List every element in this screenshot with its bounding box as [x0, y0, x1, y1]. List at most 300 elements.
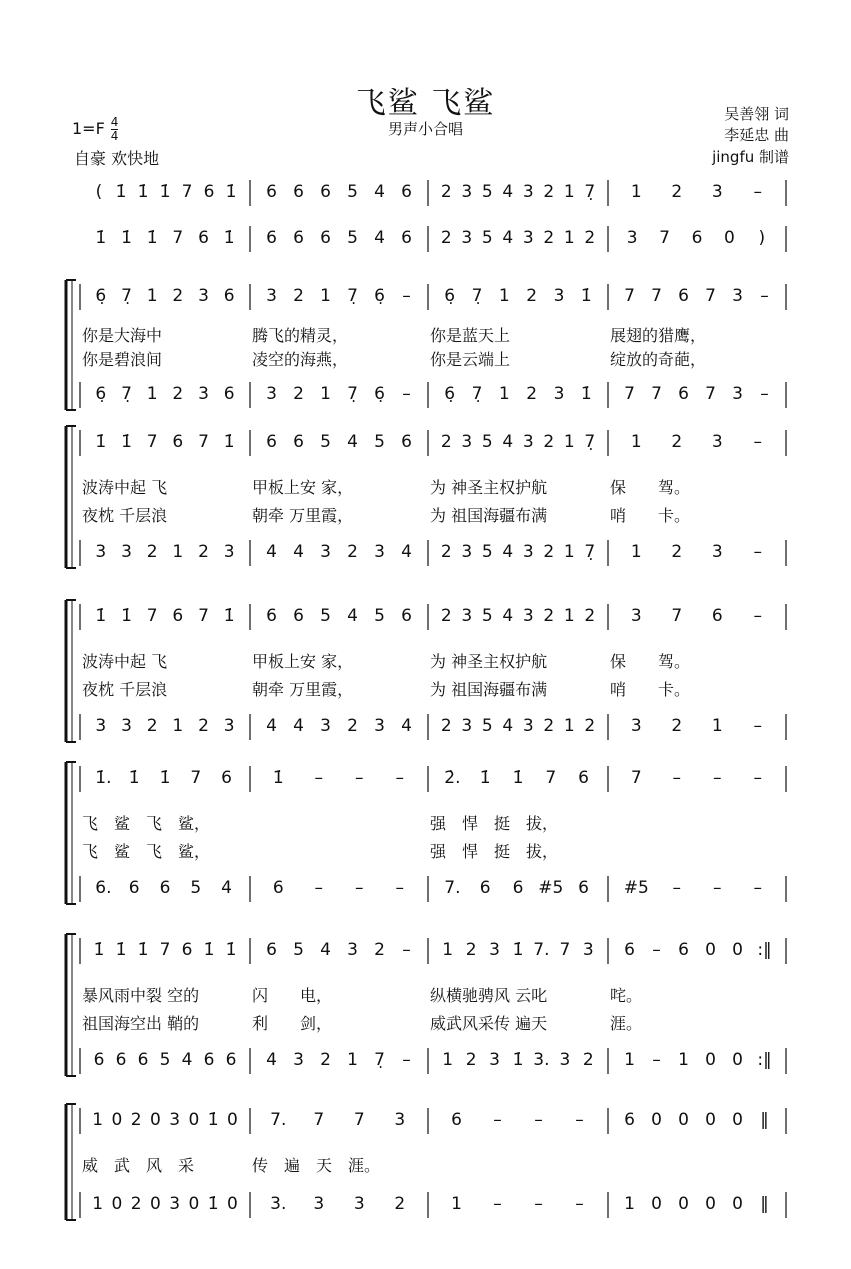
note: 6̣ [374, 384, 385, 404]
note: – [493, 1194, 502, 1214]
note: 3 [169, 1194, 181, 1214]
note: 6 [115, 1050, 127, 1070]
note: 7 [624, 384, 635, 404]
note: 6 [93, 1050, 105, 1070]
note: 2 [198, 542, 209, 562]
lyric-line: 为 神圣主权护航 [430, 478, 548, 497]
note: – [314, 768, 323, 788]
composer-credit: 李延忠 曲 [724, 126, 789, 144]
note: 2 [440, 542, 452, 562]
note: 3 [95, 716, 107, 736]
note: 5 [481, 228, 493, 248]
note: 4 [266, 1050, 277, 1070]
note: 1 [498, 384, 510, 404]
lyric-line: 朝牵 万里霞， [252, 506, 354, 525]
note: :‖ [757, 940, 772, 960]
note: 6 [293, 432, 304, 452]
note: – [314, 878, 323, 898]
note: 1 [630, 432, 642, 452]
note: 6 [203, 1050, 215, 1070]
note: 7 [651, 384, 662, 404]
lyric-line: 传 遍 天 涯。 [252, 1156, 381, 1175]
note: 6 [479, 878, 491, 898]
note: 3 [489, 1050, 500, 1070]
note: 6 [624, 1110, 635, 1130]
note: 3 [461, 228, 473, 248]
note: – [402, 940, 411, 960]
note: 0 [723, 228, 735, 248]
note: 2 [146, 542, 158, 562]
note: 1̇ [159, 182, 171, 202]
note: 3 [347, 940, 358, 960]
note: – [672, 768, 681, 788]
note: 0 [705, 1050, 716, 1070]
note: 2 [130, 1194, 142, 1214]
note: 2 [526, 286, 538, 306]
note: 2̇. [444, 768, 461, 788]
note: 6 [578, 768, 589, 788]
note: 6̣ [374, 286, 385, 306]
note: 6 [320, 228, 331, 248]
note: #5 [538, 878, 564, 898]
subtitle: 男声小合唱 [387, 120, 463, 138]
note: 6 [266, 228, 277, 248]
note: 2 [543, 228, 555, 248]
meter-top: 4 [110, 115, 119, 129]
note: – [395, 768, 404, 788]
lyric-line: 闪 电， [252, 986, 333, 1005]
note: 3 [223, 716, 235, 736]
lyric-line: 强 悍 挺 拔， [430, 842, 559, 861]
note: 5 [374, 432, 385, 452]
note: 7 [630, 768, 642, 788]
lyric-line: 涯。 [610, 1014, 643, 1033]
note: 6 [159, 878, 171, 898]
note: – [402, 1050, 411, 1070]
note: 0 [732, 1110, 743, 1130]
note: 3 [198, 384, 209, 404]
note: 1 [563, 432, 575, 452]
note: 6 [401, 228, 412, 248]
note: 6 [266, 182, 277, 202]
tempo-marking: 自豪 欢快地 [74, 149, 160, 168]
lyric-line: 哨 卡。 [610, 506, 691, 525]
note: 6 [272, 878, 284, 898]
note: #5 [623, 878, 649, 898]
meter-bottom: 4 [110, 129, 119, 143]
note: 0 [149, 1110, 161, 1130]
note: 0 [651, 1110, 662, 1130]
lyricist-credit: 吴善翎 词 [724, 105, 789, 123]
note: 1 [172, 542, 184, 562]
note: 1 [320, 286, 331, 306]
note: 2 [347, 542, 358, 562]
note: 1 [624, 1194, 635, 1214]
lyric-line: 你是碧浪间 [82, 350, 163, 369]
note: 6 [172, 606, 184, 626]
note: 1̇ [159, 768, 171, 788]
lyric-line: 哨 卡。 [610, 680, 691, 699]
note: 1 [451, 1194, 462, 1214]
lyric-line: 为 祖国海疆布满 [430, 506, 548, 525]
note: 6 [266, 940, 277, 960]
note: 4 [502, 432, 514, 452]
note: 4 [374, 182, 385, 202]
note: 3 [198, 286, 209, 306]
note: 0 [149, 1194, 161, 1214]
note: 3 [461, 182, 473, 202]
note: 5 [347, 228, 358, 248]
note: 3 [711, 542, 723, 562]
note: 2 [584, 606, 596, 626]
note: 1 [711, 716, 723, 736]
note: 4 [401, 542, 412, 562]
note: 6 [320, 182, 331, 202]
note: 6 [678, 940, 689, 960]
note: 2 [584, 228, 596, 248]
note: – [493, 1110, 502, 1130]
note: 6 [624, 940, 635, 960]
note: 3 [313, 1194, 325, 1214]
note: 4 [347, 432, 358, 452]
note: 1 [442, 1050, 454, 1070]
note: 1̇ [121, 228, 132, 248]
note: 1̇ [580, 384, 592, 404]
note: 7. [444, 878, 461, 898]
note: 1 [563, 716, 575, 736]
note: 3 [489, 940, 500, 960]
lyric-line: 你是大海中 [82, 326, 163, 345]
lyric-line: 为 神圣主权护航 [430, 652, 548, 671]
lyric-line: 威 武 风 采 [82, 1156, 195, 1175]
note: 4 [266, 542, 277, 562]
note: – [652, 940, 661, 960]
note: 5 [293, 940, 304, 960]
note: 7 [671, 606, 683, 626]
note: 0 [188, 1110, 200, 1130]
note: 2 [146, 716, 158, 736]
lyric-line: 你是云端上 [430, 350, 511, 369]
note: 2 [465, 1050, 477, 1070]
note: 1 [563, 542, 575, 562]
note: – [355, 878, 364, 898]
lyric-line: 凌空的海燕， [252, 350, 349, 369]
note: 3 [522, 716, 534, 736]
note: 4 [221, 878, 232, 898]
note: 3 [732, 384, 743, 404]
note: 2 [543, 432, 555, 452]
note: 6 [225, 1050, 237, 1070]
note: ‖ [760, 1194, 769, 1214]
note: 7 [353, 1110, 365, 1130]
note: 3 [266, 286, 277, 306]
note: 7̣ [374, 1050, 385, 1070]
note: 1̇ [223, 432, 235, 452]
note: 0 [732, 940, 743, 960]
note: 3 [553, 384, 565, 404]
note: 1̇ [223, 228, 235, 248]
note: 0 [111, 1110, 123, 1130]
note: 3 [121, 542, 132, 562]
note: – [395, 878, 404, 898]
note: 1̇ [115, 182, 127, 202]
note: 6 [293, 228, 304, 248]
note: 1̇ [137, 182, 149, 202]
lyric-line: 飞 鲨 飞 鲨， [82, 814, 211, 833]
lyric-line: 夜枕 千层浪 [82, 680, 168, 699]
note: 3 [223, 542, 235, 562]
note: 1̇ [121, 432, 132, 452]
note: 2 [320, 1050, 331, 1070]
note: 4 [502, 716, 514, 736]
note: 7̣ [584, 542, 596, 562]
lyric-line: 为 祖国海疆布满 [430, 680, 548, 699]
note: 1 [442, 940, 454, 960]
note: 2 [543, 606, 555, 626]
note: 3 [121, 716, 132, 736]
note: 0 [651, 1194, 662, 1214]
note: 7 [172, 228, 184, 248]
note: 6̣ [95, 384, 107, 404]
note: 3 [630, 606, 642, 626]
note: 7 [559, 940, 571, 960]
note: 5 [347, 182, 358, 202]
lyric-line: 腾飞的精灵， [252, 326, 349, 345]
note: – [753, 878, 762, 898]
note: 0 [111, 1194, 123, 1214]
note: 3 [522, 432, 534, 452]
note: 2 [440, 716, 452, 736]
note: 4 [266, 716, 277, 736]
note: 4 [502, 606, 514, 626]
note: 2 [543, 182, 555, 202]
note: 1̇ [512, 768, 524, 788]
note: 4 [401, 716, 412, 736]
note: – [402, 384, 411, 404]
note: 2 [465, 940, 477, 960]
note: 6 [401, 606, 412, 626]
note: 6 [578, 878, 589, 898]
note: 7̣ [347, 286, 358, 306]
note: 0 [705, 1194, 716, 1214]
key-label: 1=F [72, 119, 105, 138]
note: 0 [226, 1110, 238, 1130]
note: 3 [353, 1194, 365, 1214]
note: 7 [659, 228, 670, 248]
note: 2 [293, 384, 304, 404]
note: – [753, 182, 762, 202]
note: 1 [630, 542, 642, 562]
note: 7̣ [121, 286, 132, 306]
lyric-line: 波涛中起 飞 [82, 478, 168, 497]
lyric-line: 飞 鲨 飞 鲨， [82, 842, 211, 861]
note: 3 [293, 1050, 304, 1070]
note: 1̇ [512, 940, 524, 960]
lyric-line: 威武风采传 遍天 [430, 1014, 548, 1033]
note: 1 [624, 1050, 635, 1070]
note: – [672, 878, 681, 898]
note: ) [758, 228, 766, 248]
note: :‖ [757, 1050, 772, 1070]
arranger-credit: jingfu 制谱 [712, 148, 789, 166]
note: 3 [559, 1050, 571, 1070]
note: 3 [320, 716, 331, 736]
note: 2 [671, 432, 683, 452]
note: 2 [543, 542, 555, 562]
note: 1 [92, 1194, 104, 1214]
note: 1̇ [95, 606, 107, 626]
note: 5 [481, 432, 493, 452]
note: 6 [451, 1110, 462, 1130]
note: 1̇ [207, 1194, 219, 1214]
note: 3 [374, 716, 385, 736]
note: 2 [584, 716, 596, 736]
note: 0 [188, 1194, 200, 1214]
note: 6 [198, 228, 209, 248]
note: 6 [266, 432, 277, 452]
note: 7̣ [347, 384, 358, 404]
lyric-line: 夜枕 千层浪 [82, 506, 168, 525]
note: 6̣ [95, 286, 107, 306]
lyric-line: 波涛中起 飞 [82, 652, 168, 671]
note: 7 [705, 384, 716, 404]
note: 1̇. [95, 768, 112, 788]
note: 3 [626, 228, 638, 248]
note: 5 [190, 878, 202, 898]
note: 2 [198, 716, 209, 736]
note: 5 [159, 1050, 171, 1070]
lyric-line: 强 悍 挺 拔， [430, 814, 559, 833]
note: 2 [671, 542, 683, 562]
note: 1 [146, 286, 158, 306]
note: 7 [705, 286, 716, 306]
lyric-line: 绽放的奇葩， [610, 350, 707, 369]
lyric-line: 纵横驰骋风 云叱 [430, 986, 548, 1005]
note: 1̇ [225, 182, 237, 202]
note: 6̣ [444, 384, 456, 404]
note: 3 [320, 542, 331, 562]
note: 2 [671, 182, 683, 202]
note: – [402, 286, 411, 306]
note: – [534, 1110, 543, 1130]
note: – [753, 432, 762, 452]
lyric-line: 朝牵 万里霞， [252, 680, 354, 699]
note: 6 [293, 182, 304, 202]
note: 6. [95, 878, 112, 898]
note: 1 [172, 716, 184, 736]
note: 6 [203, 182, 215, 202]
note: 3 [461, 432, 473, 452]
note: 2 [440, 432, 452, 452]
note: 1̇ [225, 940, 237, 960]
note: – [753, 768, 762, 788]
note: 2 [543, 716, 555, 736]
note: 1̇ [121, 606, 132, 626]
note: 6̣ [444, 286, 456, 306]
note: 3 [522, 182, 534, 202]
note: 6 [128, 878, 140, 898]
lyric-line: 展翅的猎鹰， [610, 326, 707, 345]
note: 5 [320, 432, 331, 452]
note: 4 [502, 228, 514, 248]
note: 4 [320, 940, 331, 960]
note: 4 [181, 1050, 193, 1070]
note: 7. [270, 1110, 287, 1130]
note: 1̇ [128, 768, 140, 788]
note: 7 [545, 768, 557, 788]
note: 3 [711, 432, 723, 452]
note: 7̣ [471, 286, 483, 306]
lyric-line: 保 驾。 [610, 652, 691, 671]
note: 0 [705, 940, 716, 960]
note: 2 [347, 716, 358, 736]
note: ( [95, 182, 103, 202]
note: – [575, 1110, 584, 1130]
lyric-line: 祖国海空出 鞘的 [82, 1014, 200, 1033]
note: – [713, 768, 722, 788]
note: 2 [582, 1050, 594, 1070]
note: 6 [266, 606, 277, 626]
note: 1̇ [115, 940, 127, 960]
note: 3. [270, 1194, 287, 1214]
note: 1 [320, 384, 331, 404]
note: 3 [732, 286, 743, 306]
note: 6 [223, 286, 235, 306]
note: 7 [159, 940, 171, 960]
note: 3 [522, 542, 534, 562]
note: 7 [313, 1110, 325, 1130]
lyric-line: 保 驾。 [610, 478, 691, 497]
note: 7̣ [121, 384, 132, 404]
note: 3 [522, 606, 534, 626]
note: 0 [678, 1194, 689, 1214]
note: 3 [582, 940, 594, 960]
note: 7̣ [471, 384, 483, 404]
note: 1̇ [207, 1110, 219, 1130]
note: 7. [533, 940, 550, 960]
note: – [760, 286, 769, 306]
note: – [713, 878, 722, 898]
note: 5 [481, 716, 493, 736]
lyric-line: 甲板上安 家， [252, 478, 354, 497]
note: 1̇ [580, 286, 592, 306]
note: 3 [711, 182, 723, 202]
note: 3 [522, 228, 534, 248]
note: 1 [563, 182, 575, 202]
note: 1 [347, 1050, 358, 1070]
note: 1 [146, 384, 158, 404]
note: 1̇ [95, 228, 107, 248]
note: 3. [533, 1050, 550, 1070]
note: 0 [732, 1194, 743, 1214]
note: 7 [651, 286, 662, 306]
note: 1̇ [223, 606, 235, 626]
note: 3 [266, 384, 277, 404]
note: 1̇ [146, 228, 158, 248]
note: 4 [293, 716, 304, 736]
note: 2 [394, 1194, 406, 1214]
note: 7 [146, 606, 158, 626]
note: 3 [553, 286, 565, 306]
note: 6 [223, 384, 235, 404]
lyric-line: 甲板上安 家， [252, 652, 354, 671]
note: – [753, 606, 762, 626]
note: 5 [481, 606, 493, 626]
note: 0 [226, 1194, 238, 1214]
note: 7 [181, 182, 193, 202]
note: 1̇ [512, 1050, 524, 1070]
note: 1̇ [137, 940, 149, 960]
